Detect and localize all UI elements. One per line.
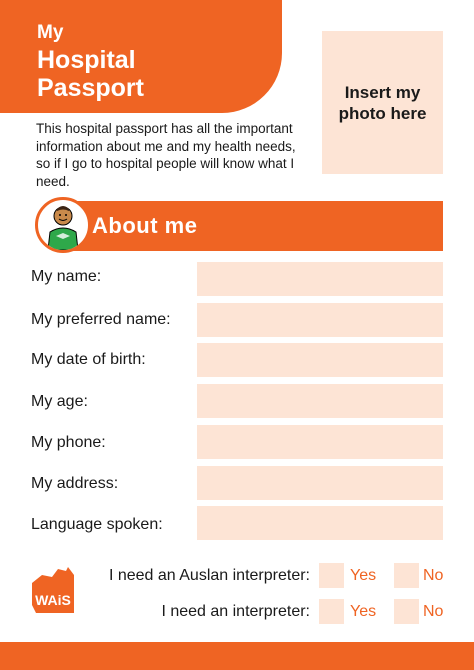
auslan-no-checkbox[interactable] bbox=[394, 563, 419, 588]
name-label: My name: bbox=[31, 268, 102, 285]
title-line-1: Hospital bbox=[37, 46, 136, 74]
intro-paragraph: This hospital passport has all the important information about me and my health needs, so if I go to hospital people will know what I need. bbox=[36, 121, 296, 189]
interpreter-label: I need an interpreter: bbox=[161, 603, 310, 620]
interpreter-yes-label: Yes bbox=[350, 603, 377, 620]
preferred-name-label: My preferred name: bbox=[31, 311, 171, 328]
title-line-2: Passport bbox=[37, 74, 144, 102]
name-field[interactable] bbox=[197, 262, 443, 296]
auslan-interpreter-label: I need an Auslan interpreter: bbox=[108, 567, 310, 584]
language-label: Language spoken: bbox=[31, 516, 163, 533]
interpreter-yes-checkbox[interactable] bbox=[319, 599, 344, 624]
address-field[interactable] bbox=[197, 466, 443, 500]
interpreter-no-checkbox[interactable] bbox=[394, 599, 419, 624]
logo-text: WAiS bbox=[35, 592, 71, 608]
person-icon bbox=[35, 197, 91, 253]
language-field[interactable] bbox=[197, 506, 443, 540]
date-of-birth-field[interactable] bbox=[197, 343, 443, 377]
age-label: My age: bbox=[31, 393, 88, 410]
phone-field[interactable] bbox=[197, 425, 443, 459]
page-title bbox=[37, 46, 277, 102]
date-of-birth-label: My date of birth: bbox=[31, 351, 146, 368]
section-title: About me bbox=[92, 213, 198, 238]
photo-placeholder[interactable] bbox=[322, 31, 443, 174]
age-field[interactable] bbox=[197, 384, 443, 418]
footer-bar bbox=[0, 642, 474, 670]
phone-label: My phone: bbox=[31, 434, 106, 451]
address-label: My address: bbox=[31, 475, 119, 492]
photo-placeholder-label: Insert my photo here bbox=[338, 82, 427, 123]
title-prefix: My bbox=[37, 22, 64, 43]
interpreter-no-label: No bbox=[423, 603, 444, 620]
auslan-yes-label: Yes bbox=[350, 567, 377, 584]
auslan-no-label: No bbox=[423, 567, 444, 584]
preferred-name-field[interactable] bbox=[197, 303, 443, 337]
auslan-yes-checkbox[interactable] bbox=[319, 563, 344, 588]
